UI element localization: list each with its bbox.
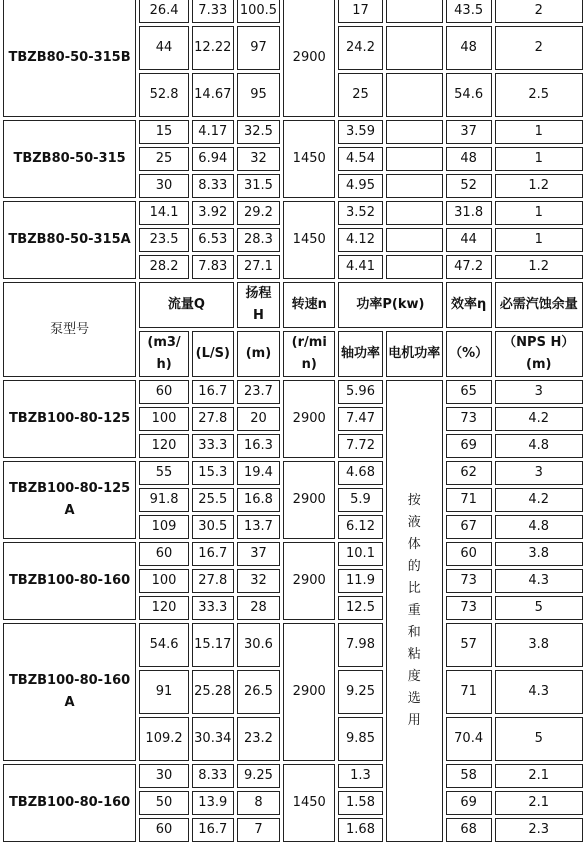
flow-m3h-cell: 25 (139, 147, 189, 171)
flow-ls-cell: 14.67 (192, 73, 234, 117)
shaft-power-cell: 1.58 (338, 791, 383, 815)
head-cell: 23.2 (237, 717, 281, 761)
motor-power-note-char: 和 (388, 622, 441, 644)
head-cell: 7 (237, 818, 281, 842)
flow-m3h-cell: 60 (139, 542, 189, 566)
pump-model: TBZB80-50-315 (3, 120, 136, 198)
table-row (3, 542, 583, 566)
head-cell: 32 (237, 147, 281, 171)
header-flow: 流量Q (139, 282, 233, 328)
efficiency-cell: 67 (446, 515, 492, 539)
flow-m3h-cell: 28.2 (139, 255, 189, 279)
top-section (3, 0, 583, 279)
table-row (3, 461, 583, 485)
shaft-power-cell: 4.68 (338, 461, 383, 485)
efficiency-cell: 58 (446, 764, 492, 788)
shaft-power-cell: 4.54 (338, 147, 383, 171)
header-section (3, 282, 583, 377)
head-cell: 8 (237, 791, 281, 815)
npsh-cell: 4.2 (495, 407, 583, 431)
npsh-cell: 4.3 (495, 569, 583, 593)
flow-ls-cell: 33.3 (192, 596, 234, 620)
npsh-cell: 3.8 (495, 623, 583, 667)
motor-power-note-char: 用 (388, 710, 441, 732)
npsh-cell: 2.1 (495, 764, 583, 788)
flow-m3h-cell: 14.1 (139, 201, 189, 225)
head-cell: 32 (237, 569, 281, 593)
table-row (3, 120, 583, 144)
motor-power-empty (386, 120, 443, 144)
shaft-power-cell: 6.12 (338, 515, 383, 539)
shaft-power-cell: 7.98 (338, 623, 383, 667)
flow-m3h-cell: 50 (139, 791, 189, 815)
pump-model: TBZB100-80-160 (3, 542, 136, 620)
flow-ls-cell: 8.33 (192, 174, 234, 198)
head-cell: 28.3 (237, 228, 281, 252)
npsh-cell: 4.8 (495, 515, 583, 539)
efficiency-cell: 52 (446, 174, 492, 198)
shaft-power-cell: 9.85 (338, 717, 383, 761)
efficiency-cell: 73 (446, 407, 492, 431)
flow-m3h-cell: 30 (139, 174, 189, 198)
npsh-cell: 5 (495, 717, 583, 761)
flow-ls-cell: 6.53 (192, 228, 234, 252)
efficiency-cell: 69 (446, 791, 492, 815)
efficiency-cell: 57 (446, 623, 492, 667)
efficiency-cell: 70.4 (446, 717, 492, 761)
flow-m3h-cell: 120 (139, 596, 189, 620)
header-flow-unit-ls: (L/S) (192, 331, 234, 377)
motor-power-note-char: 体 (388, 534, 441, 556)
motor-power-empty (386, 174, 443, 198)
table-row (3, 764, 583, 788)
pump-model: TBZB100-80-125A (3, 461, 136, 539)
pump-model: TBZB80-50-315B (3, 0, 136, 117)
head-cell: 26.5 (237, 670, 281, 714)
speed-cell: 2900 (283, 380, 335, 458)
flow-m3h-cell: 26.4 (139, 0, 189, 23)
motor-power-note-char: 液 (388, 512, 441, 534)
npsh-cell: 2.3 (495, 818, 583, 842)
motor-power-empty (386, 228, 443, 252)
flow-ls-cell: 6.94 (192, 147, 234, 171)
header-flow-unit-m3h: (m3/h) (139, 331, 189, 377)
npsh-cell: 2 (495, 26, 583, 70)
flow-m3h-cell: 100 (139, 569, 189, 593)
npsh-cell: 4.2 (495, 488, 583, 512)
header-head: 扬程 H (237, 282, 281, 328)
flow-ls-cell: 7.33 (192, 0, 234, 23)
motor-power-empty (386, 147, 443, 171)
header-npsh: 必需汽蚀余量 (495, 282, 583, 328)
head-cell: 37 (237, 542, 281, 566)
flow-m3h-cell: 60 (139, 380, 189, 404)
efficiency-cell: 54.6 (446, 73, 492, 117)
efficiency-cell: 43.5 (446, 0, 492, 23)
npsh-cell: 3 (495, 380, 583, 404)
head-cell: 20 (237, 407, 281, 431)
flow-m3h-cell: 91.8 (139, 488, 189, 512)
efficiency-cell: 65 (446, 380, 492, 404)
npsh-cell: 2 (495, 0, 583, 23)
head-cell: 97 (237, 26, 281, 70)
efficiency-cell: 31.8 (446, 201, 492, 225)
efficiency-cell: 68 (446, 818, 492, 842)
shaft-power-cell: 25 (338, 73, 383, 117)
npsh-cell: 3 (495, 461, 583, 485)
head-cell: 95 (237, 73, 281, 117)
pump-model: TBZB100-80-160A (3, 623, 136, 761)
flow-ls-cell: 33.3 (192, 434, 234, 458)
shaft-power-cell: 17 (338, 0, 383, 23)
shaft-power-cell: 4.12 (338, 228, 383, 252)
motor-power-note-char: 按 (388, 490, 441, 512)
motor-power-note-char: 的 (388, 556, 441, 578)
table-row (3, 0, 583, 23)
head-cell: 27.1 (237, 255, 281, 279)
speed-cell: 1450 (283, 764, 335, 842)
shaft-power-cell: 3.52 (338, 201, 383, 225)
shaft-power-cell: 12.5 (338, 596, 383, 620)
efficiency-cell: 47.2 (446, 255, 492, 279)
efficiency-cell: 69 (446, 434, 492, 458)
speed-cell: 2900 (283, 542, 335, 620)
npsh-cell: 2.1 (495, 791, 583, 815)
shaft-power-cell: 5.96 (338, 380, 383, 404)
efficiency-cell: 37 (446, 120, 492, 144)
efficiency-cell: 62 (446, 461, 492, 485)
speed-cell: 1450 (283, 120, 335, 198)
flow-m3h-cell: 23.5 (139, 228, 189, 252)
flow-ls-cell: 16.7 (192, 818, 234, 842)
npsh-cell: 1 (495, 228, 583, 252)
head-cell: 9.25 (237, 764, 281, 788)
motor-power-note-char: 选 (388, 688, 441, 710)
shaft-power-cell: 7.72 (338, 434, 383, 458)
motor-power-note-char: 度 (388, 666, 441, 688)
flow-ls-cell: 4.17 (192, 120, 234, 144)
shaft-power-cell: 24.2 (338, 26, 383, 70)
head-cell: 16.3 (237, 434, 281, 458)
motor-power-note-char: 重 (388, 600, 441, 622)
npsh-cell: 1 (495, 147, 583, 171)
header-motor-power: 电机功率 (386, 331, 443, 377)
speed-cell: 2900 (283, 623, 335, 761)
flow-m3h-cell: 120 (139, 434, 189, 458)
shaft-power-cell: 7.47 (338, 407, 383, 431)
npsh-cell: 1 (495, 201, 583, 225)
shaft-power-cell: 10.1 (338, 542, 383, 566)
npsh-cell: 2.5 (495, 73, 583, 117)
npsh-cell: 1.2 (495, 174, 583, 198)
shaft-power-cell: 1.3 (338, 764, 383, 788)
head-cell: 31.5 (237, 174, 281, 198)
flow-ls-cell: 12.22 (192, 26, 234, 70)
flow-m3h-cell: 60 (139, 818, 189, 842)
table-row (3, 380, 583, 404)
shaft-power-cell: 4.95 (338, 174, 383, 198)
bottom-section (3, 380, 583, 842)
flow-m3h-cell: 15 (139, 120, 189, 144)
head-cell: 32.5 (237, 120, 281, 144)
head-cell: 28 (237, 596, 281, 620)
flow-m3h-cell: 100 (139, 407, 189, 431)
head-cell: 100.5 (237, 0, 281, 23)
header-npsh-unit: （NPS H）(m) (495, 331, 583, 377)
flow-ls-cell: 27.8 (192, 569, 234, 593)
speed-cell: 2900 (283, 0, 335, 117)
efficiency-cell: 73 (446, 569, 492, 593)
header-model: 泵型号 (3, 282, 136, 377)
head-cell: 23.7 (237, 380, 281, 404)
shaft-power-cell: 9.25 (338, 670, 383, 714)
head-cell: 30.6 (237, 623, 281, 667)
npsh-cell: 5 (495, 596, 583, 620)
npsh-cell: 3.8 (495, 542, 583, 566)
motor-power-note (386, 380, 443, 842)
motor-power-empty (386, 0, 443, 23)
flow-ls-cell: 7.83 (192, 255, 234, 279)
head-cell: 13.7 (237, 515, 281, 539)
motor-power-empty (386, 255, 443, 279)
motor-power-note-char: 比 (388, 578, 441, 600)
efficiency-cell: 73 (446, 596, 492, 620)
flow-ls-cell: 3.92 (192, 201, 234, 225)
header-speed-unit: (r/min) (283, 331, 335, 377)
efficiency-cell: 71 (446, 488, 492, 512)
table-row (3, 623, 583, 667)
efficiency-cell: 60 (446, 542, 492, 566)
pump-model: TBZB100-80-125 (3, 380, 136, 458)
motor-power-note-char: 粘 (388, 644, 441, 666)
flow-ls-cell: 30.34 (192, 717, 234, 761)
efficiency-cell: 48 (446, 26, 492, 70)
flow-ls-cell: 15.3 (192, 461, 234, 485)
efficiency-cell: 71 (446, 670, 492, 714)
shaft-power-cell: 11.9 (338, 569, 383, 593)
shaft-power-cell: 1.68 (338, 818, 383, 842)
efficiency-cell: 48 (446, 147, 492, 171)
flow-m3h-cell: 44 (139, 26, 189, 70)
flow-m3h-cell: 91 (139, 670, 189, 714)
pump-model: TBZB80-50-315A (3, 201, 136, 279)
pump-model: TBZB100-80-160 (3, 764, 136, 842)
npsh-cell: 1 (495, 120, 583, 144)
motor-power-empty (386, 73, 443, 117)
flow-m3h-cell: 109.2 (139, 717, 189, 761)
flow-ls-cell: 25.28 (192, 670, 234, 714)
flow-ls-cell: 16.7 (192, 542, 234, 566)
header-head-unit: (m) (237, 331, 281, 377)
shaft-power-cell: 3.59 (338, 120, 383, 144)
header-efficiency-unit: （%） (446, 331, 492, 377)
head-cell: 19.4 (237, 461, 281, 485)
npsh-cell: 1.2 (495, 255, 583, 279)
head-cell: 29.2 (237, 201, 281, 225)
flow-ls-cell: 8.33 (192, 764, 234, 788)
header-power: 功率P(kw) (338, 282, 443, 328)
header-efficiency: 效率η (446, 282, 492, 328)
head-cell: 16.8 (237, 488, 281, 512)
speed-cell: 2900 (283, 461, 335, 539)
flow-m3h-cell: 54.6 (139, 623, 189, 667)
header-speed: 转速n (283, 282, 335, 328)
motor-power-empty (386, 201, 443, 225)
flow-m3h-cell: 109 (139, 515, 189, 539)
header-row-1 (3, 282, 583, 328)
header-shaft-power: 轴功率 (338, 331, 383, 377)
flow-ls-cell: 13.9 (192, 791, 234, 815)
shaft-power-cell: 5.9 (338, 488, 383, 512)
table-row (3, 201, 583, 225)
flow-ls-cell: 25.5 (192, 488, 234, 512)
npsh-cell: 4.8 (495, 434, 583, 458)
flow-ls-cell: 30.5 (192, 515, 234, 539)
flow-ls-cell: 16.7 (192, 380, 234, 404)
flow-ls-cell: 27.8 (192, 407, 234, 431)
flow-m3h-cell: 55 (139, 461, 189, 485)
npsh-cell: 4.3 (495, 670, 583, 714)
motor-power-empty (386, 26, 443, 70)
efficiency-cell: 44 (446, 228, 492, 252)
flow-m3h-cell: 30 (139, 764, 189, 788)
speed-cell: 1450 (283, 201, 335, 279)
flow-m3h-cell: 52.8 (139, 73, 189, 117)
flow-ls-cell: 15.17 (192, 623, 234, 667)
shaft-power-cell: 4.41 (338, 255, 383, 279)
